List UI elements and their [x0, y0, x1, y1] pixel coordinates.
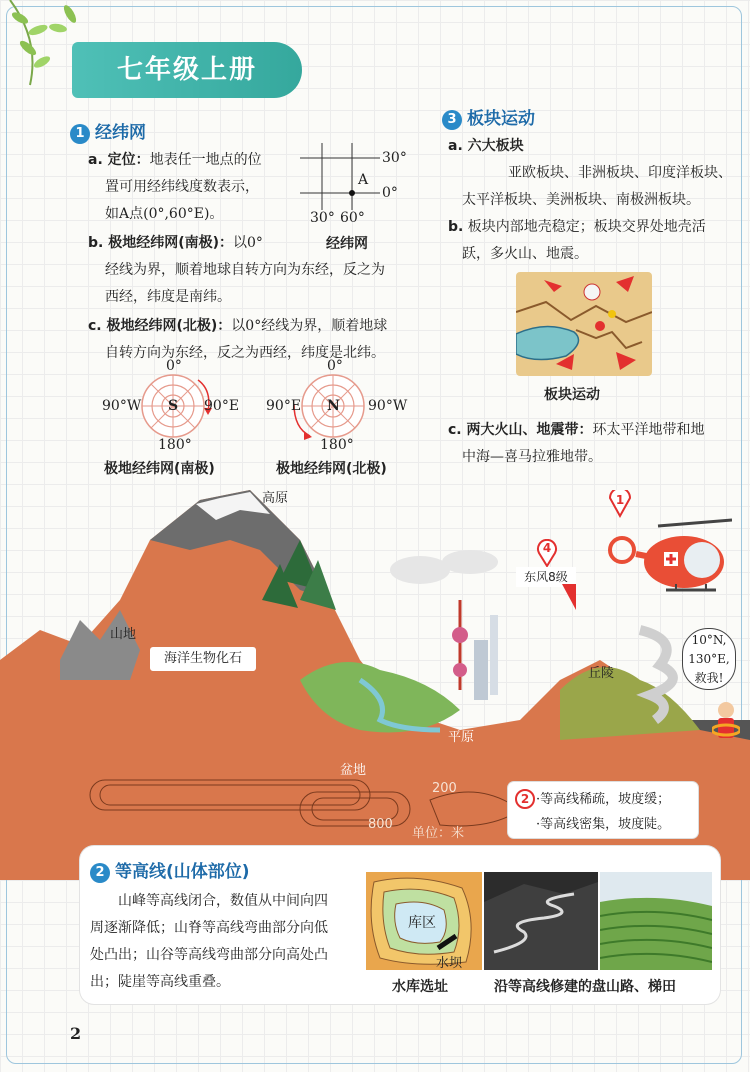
sec2-line4: 出；陡崖等高线重叠。	[90, 974, 230, 990]
south-center-label: S	[168, 398, 179, 414]
sec3-a-line1: 亚欧板块、非洲板块、印度洋板块、	[508, 165, 732, 181]
fossil-label: 海洋生物化石	[150, 647, 256, 671]
label-mountain: 山地	[110, 627, 137, 642]
reservoir-label: 库区	[408, 915, 436, 931]
north-polar-caption: 极地经纬网(北极)	[276, 461, 387, 477]
sec2-line2: 周逐渐降低；山脊等高线弯曲部分向低	[90, 920, 328, 936]
section-1-title-text: 经纬网	[95, 123, 146, 143]
north-left-label: 90°E	[266, 398, 302, 414]
grid-lon-30: 30°	[310, 210, 335, 226]
wind-flag-icon	[562, 584, 576, 610]
south-polar-caption: 极地经纬网(南极)	[104, 461, 215, 477]
plate-movement-illustration	[516, 272, 652, 376]
sec1-a-line1: a. 定位：地表任一地点的位	[88, 152, 262, 168]
sec1-c-line2: 自转方向为东经，反之为西经，纬度是北纬。	[105, 345, 385, 361]
wind-label: 东风8级	[516, 567, 576, 587]
marker-1-number: 1	[615, 493, 625, 507]
marker-4-number: 4	[542, 541, 552, 555]
section-1-title	[70, 118, 146, 144]
sec1-c-line1: c. 极地经纬网(北极)：以0°经线为界，顺着地球	[88, 318, 388, 334]
label-plain: 平原	[448, 730, 475, 745]
sec3-c-line1: c. 两大火山、地震带：环太平洋地带和地	[448, 422, 705, 438]
label-highland: 高原	[262, 491, 289, 506]
sec3-a-line2: 太平洋板块、美洲板块、南极洲板块。	[462, 192, 700, 208]
sec1-a-line3: 如A点(0°,60°E)。	[105, 206, 224, 222]
south-left-label: 90°W	[102, 398, 142, 414]
label-hill: 丘陵	[588, 666, 615, 681]
banner-title: 七年级上册	[116, 55, 257, 85]
plate-caption: 板块运动	[544, 387, 600, 403]
dam-label: 水坝	[436, 956, 463, 971]
north-top-label: 0°	[327, 358, 343, 374]
sec1-b-line3: 西经，纬度是南纬。	[105, 289, 231, 305]
north-right-label: 90°W	[368, 398, 408, 414]
sec3-b-line1: b. 板块内部地壳稳定；板块交界处地壳活	[448, 219, 706, 235]
contour-800: 800	[368, 817, 393, 832]
south-top-label: 0°	[166, 358, 182, 374]
label-basin: 盆地	[340, 763, 367, 778]
section-1-number: 1	[70, 124, 90, 144]
north-center-label: N	[327, 398, 340, 414]
section-3-title-text: 板块运动	[467, 109, 535, 129]
south-bottom-label: 180°	[158, 437, 192, 453]
road-terrace-caption: 沿等高线修建的盘山路、梯田	[494, 979, 676, 995]
section-2-title-text: 等高线(山体部位)	[115, 862, 250, 882]
sec1-b-line1: b. 极地经纬网(南极)：以0°	[88, 235, 263, 251]
sec3-b-line2: 跃，多火山、地震。	[462, 246, 588, 262]
sec3-c-line2: 中海—喜马拉雅地带。	[462, 449, 602, 465]
section-3-number: 3	[442, 110, 462, 130]
page-number: 2	[70, 1024, 82, 1043]
north-bottom-label: 180°	[320, 437, 354, 453]
note-line-2: ·等高线密集，坡度陡。	[536, 817, 671, 832]
unit-label: 单位：米	[412, 826, 465, 841]
stranded-person-illustration	[712, 700, 740, 750]
mountain-road-photo	[484, 872, 598, 970]
note-marker-number: 2	[520, 792, 530, 806]
note-line-1: ·等高线稀疏，坡度缓；	[536, 792, 671, 807]
section-2-number: 2	[90, 863, 110, 883]
reservoir-caption: 水库选址	[392, 979, 448, 995]
rescue-helicopter-illustration	[600, 490, 732, 610]
section-3-title	[442, 104, 535, 130]
contour-200: 200	[432, 781, 457, 796]
sec1-b-line2: 经线为界，顺着地球自转方向为东经，反之为	[105, 262, 385, 278]
terraced-fields-photo	[600, 872, 712, 970]
speech-bubble	[682, 628, 736, 690]
south-right-label: 90°E	[204, 398, 240, 414]
sec3-a-label: a. 六大板块	[448, 138, 524, 154]
grid-caption: 经纬网	[326, 236, 368, 252]
speech-line-2: 130°E,	[688, 652, 730, 666]
sec2-line1: 山峰等高线闭合，数值从中间向四	[118, 893, 328, 909]
grid-lon-60: 60°	[340, 210, 365, 226]
section-2-title	[90, 857, 250, 883]
grid-lat-30: 30°	[382, 150, 407, 166]
speech-line-1: 10°N,	[691, 633, 727, 647]
grid-point-a: A	[358, 172, 369, 188]
grid-lat-0: 0°	[382, 185, 398, 201]
sec1-a-line2: 置可用经纬线度数表示，	[105, 179, 259, 195]
speech-line-3: 救我!	[694, 671, 724, 685]
sec2-line3: 处凸出；山谷等高线弯曲部分向高处凸	[90, 947, 328, 963]
